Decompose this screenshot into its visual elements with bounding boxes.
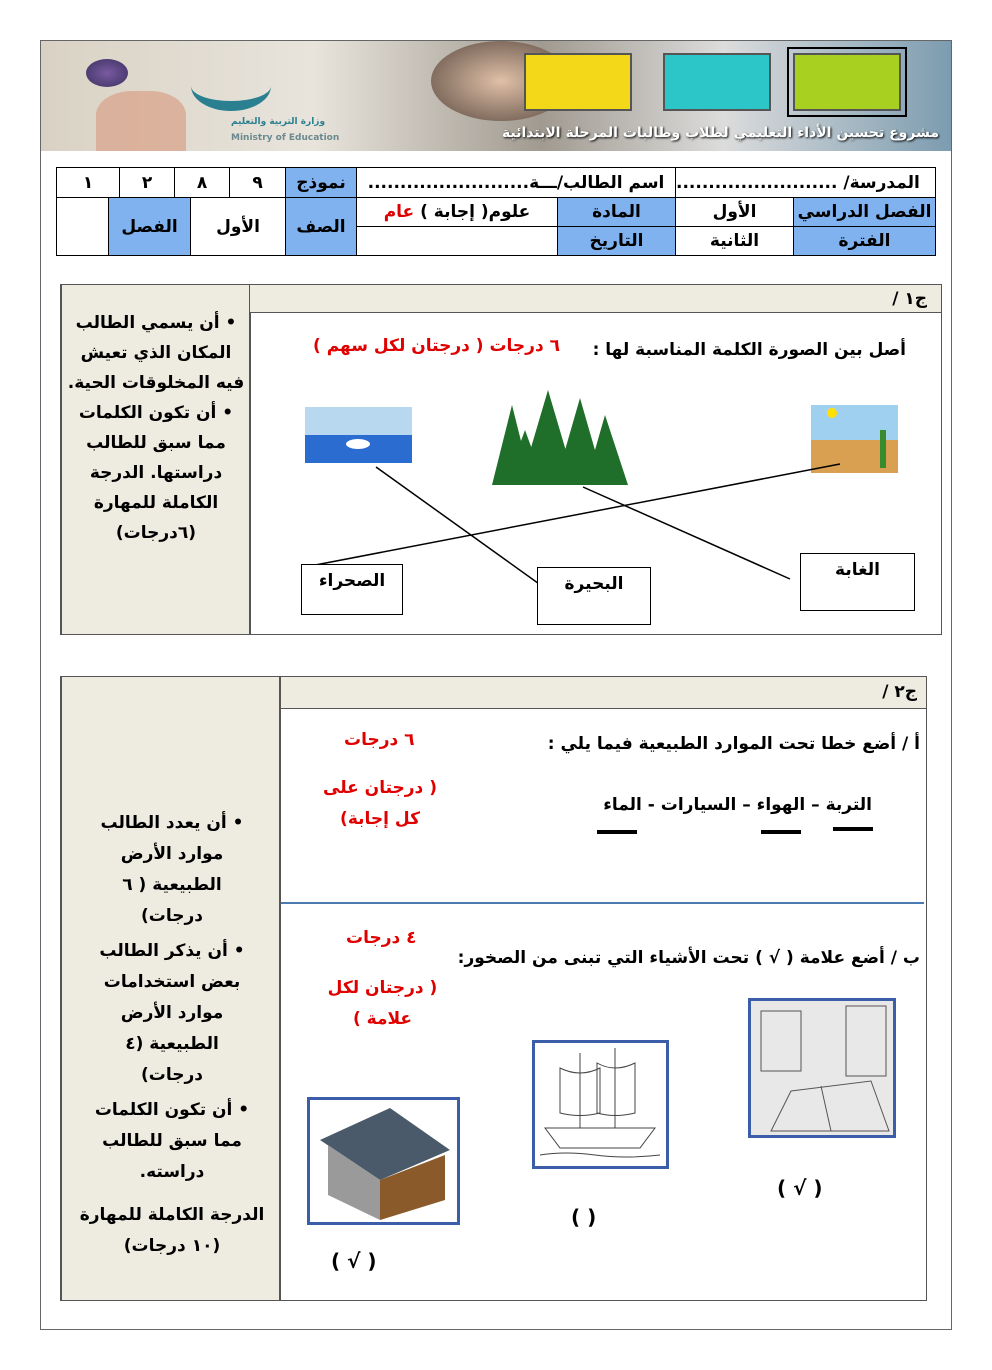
q2-total: الدرجة الكاملة للمهارة (١٠ درجات) xyxy=(79,1205,265,1256)
q1-objectives: • أن يسمي الطالب المكان الذي تعيش فيه المخلوقات الحية. • أن تكون الكلمات مما سبق للطالب دراستها. الدرجة الكاملة للمهارة (٦درجات) xyxy=(67,313,245,543)
model-digit: ٢ xyxy=(119,167,175,198)
q2a-instruction: أ / أضع خطا تحت الموارد الطبيعية فيما يلي : xyxy=(547,734,920,754)
underline-water xyxy=(597,830,637,834)
q2-objective-1: • أن يعدد الطالب موارد الأرض الطبيعية ( ٦ درجات) xyxy=(100,813,244,926)
q2-objective-3: • أن تكون الكلمات مما سبق للطالب دراسته. xyxy=(94,1100,250,1182)
date-label: التاريخ xyxy=(557,226,676,256)
lake-picture xyxy=(305,407,412,463)
answer-street: ( √ ) xyxy=(777,1176,823,1200)
q2a-points-detail: ( درجتان على كل إجابة) xyxy=(323,778,437,829)
class-label: الفصل xyxy=(108,197,191,256)
q2-objectives xyxy=(72,808,272,1262)
period-value: الثانية xyxy=(675,226,794,256)
model-digit: ٨ xyxy=(174,167,230,198)
q1-instruction: أصل بين الصورة الكلمة المناسبة لها : xyxy=(592,340,906,360)
q2-objective-2: • أن يذكر الطالب بعض استخدامات موارد الأرض الطبيعية (٤ درجات) xyxy=(99,941,245,1085)
section-divider xyxy=(281,902,924,904)
q2a-points: ٦ درجات xyxy=(344,730,415,750)
underline-soil xyxy=(833,827,873,831)
subject-text: علوم( إجابة ) xyxy=(420,202,531,222)
q1-number: ج١ / xyxy=(892,289,927,309)
q2-number: ج٢ / xyxy=(882,682,917,702)
divider xyxy=(279,677,281,1300)
answer-house: ( √ ) xyxy=(331,1249,377,1273)
grade-value: الأول xyxy=(190,197,286,256)
model-label: نموذج xyxy=(285,167,357,198)
grade-label: الصف xyxy=(285,197,357,256)
banner-title: مشروع تحسين الأداء التعليمي لطلاب وطالبات المرحلة الابتدائية xyxy=(502,125,939,141)
subject-extra: عام xyxy=(383,202,415,222)
q2b-points: ٤ درجات xyxy=(346,928,417,948)
q2b-instruction: ب / أضع علامة ( √ ) تحت الأشياء التي تبنى من الصخور: xyxy=(457,948,920,968)
q1-points: ٦ درجات ( درجتان لكل سهم ) xyxy=(313,336,560,356)
period-label: الفترة xyxy=(793,226,936,256)
model-digit: ١ xyxy=(56,167,120,198)
q2a-items: التربة – الهواء – السيارات - الماء xyxy=(603,795,872,815)
arrow-forest-to-forest xyxy=(583,487,790,579)
subject-label: المادة xyxy=(557,197,676,227)
ministry-name-en: Ministry of Education xyxy=(231,133,340,143)
q2b-points-detail: ( درجتان لكل علامة ) xyxy=(327,978,438,1029)
word-desert: الصحراء xyxy=(301,564,403,615)
forest-picture xyxy=(492,390,628,485)
word-forest: الغابة xyxy=(800,553,915,611)
word-lake: البحيرة xyxy=(537,567,651,625)
school-field[interactable]: المدرسة/ ......................... xyxy=(675,167,936,198)
ministry-name: وزارة التربية والتعليم xyxy=(231,117,326,127)
answer-ship: ( ) xyxy=(571,1205,597,1229)
desert-picture xyxy=(811,405,898,473)
underline-air xyxy=(761,830,801,834)
stone-street-picture xyxy=(748,998,896,1138)
q2-header xyxy=(281,677,926,709)
semester-label: الفصل الدراسي xyxy=(793,197,936,227)
ship-picture xyxy=(532,1040,669,1169)
stone-house-picture xyxy=(307,1097,460,1225)
model-digit: ٩ xyxy=(229,167,286,198)
semester-value: الأول xyxy=(675,197,794,227)
student-name-field[interactable]: اسم الطالب/ـــة......................... xyxy=(356,167,676,198)
